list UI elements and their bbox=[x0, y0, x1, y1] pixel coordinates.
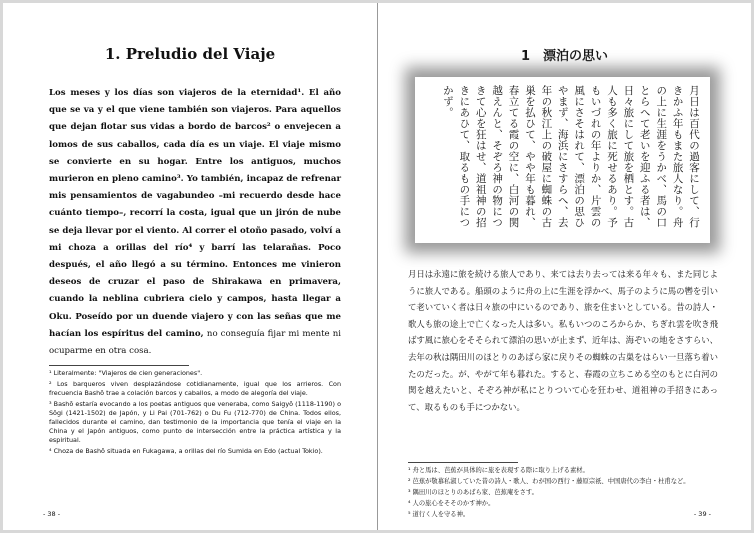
footnote-rule bbox=[408, 462, 518, 463]
vertical-original-text: 月日は百代の過客にして、行きかふ年もまた旅人なり。舟の上に生涯をうかべ、馬の口とらへて老いを迎ふる者は、日々旅にして旅を栖とす。古人も多く旅に死せるあり。予もいづれの年よりか、片雲の風にさそはれて、漂泊の思ひやまず、海浜にさすらへ、去年の秋江上の破屋に蜘蛛の古巣を払ひて、やや年も暮れ、春立てる霞の空に、白河の関越えんと、そぞろ神の物につきて心を狂はせ、道祖神の招きにあひて、取るもの手につかず。 bbox=[441, 85, 700, 228]
footnote: ⁵ 道行く人を守る神。 bbox=[408, 511, 470, 518]
footnote: ² 芭蕉が敬慕私淑していた昔の詩人・歌人、わが国の西行・藤原宗祇、中国唐代の李白・杜甫など。 bbox=[408, 478, 690, 485]
left-page bbox=[3, 3, 378, 530]
body-last-line: no conseguía fijar mi mente ni ocuparme en otra cosa. bbox=[49, 328, 341, 357]
footnotes-spanish bbox=[49, 369, 341, 458]
body-text-spanish bbox=[49, 85, 341, 360]
footnote: ² Los barqueros viven desplazándose cotidianamente, igual que los arrieros. Con frecuencia Bashō trae a colación barcos y caballos, a modo de alegoría del viaje. bbox=[49, 380, 341, 397]
footnote: ¹ 舟と馬は、芭蕉が具体的に旅を表現する際に取り上げる素材。 bbox=[408, 467, 589, 474]
footnote: ⁴ Choza de Bashō situada en Fukagawa, a orillas del río Sumida en Edo (actual Tokio). bbox=[49, 447, 323, 455]
right-page bbox=[378, 3, 751, 530]
body-text-japanese: 月日は永遠に旅を続ける旅人であり、来ては去り去っては来る年々も、また同じように旅人である。船頭のように舟の上に生涯を浮かべ、馬子のように馬の轡を引いて老いていく者は日々旅の中にいるのであり、旅を住まいとしている。昔の詩人・歌人も旅の途上で亡くなった人は多い。私もいつのころからか、ちぎれ雲を吹き飛ばす風に旅心をそそられて漂泊の思いが止まず、近年は、海ぞいの地をさすらい、去年の秋は隅田川のほとりのあばら家に戻りその蜘蛛の古巣をはらい一旦落ち着いたのだった。が、やがて年も暮れた。すると、春霞の立ちこめる空のもとに白河の関を越えたいと、そぞろ神が私にとりついて心を狂わせ、道祖神の手招きにあって、取るものも手につかない。 bbox=[408, 269, 718, 412]
chapter-title-spanish: 1. Preludio del Viaje bbox=[104, 45, 276, 63]
footnote: ⁴ 人の旅心をそそのかす神か。 bbox=[408, 500, 495, 507]
footnote-rule bbox=[49, 365, 189, 366]
footnote: ³ 隅田川のほとりのあばら家、芭蕉庵をさす。 bbox=[408, 489, 538, 496]
page-number-left: - 38 - bbox=[43, 510, 61, 518]
vertical-text-box bbox=[415, 77, 710, 243]
page-number-right: - 39 - bbox=[693, 510, 711, 518]
body-paragraph: Los meses y los días son viajeros de la eternidad¹. El año que se va y el que viene también son viajeros. Para aquellos que dejan flotar sus vidas a bordo de barcos² o envejecen a lomos de sus caballos, cada día es un viaje. El viaje mismo se convierte en su hogar. Entre los antiguos, muchos murieron en pleno camino³. Yo también, incapaz de refrenar mis pensamientos de vagabundeo –mi recuerdo desde hace cuánto tiempo–, recorrí la costa, igual que un jirón de nube se deja llevar por el viento. Al correr el otoño pasado, volví a mi choza a orillas del río⁴ y barrí las telarañas. Poco después, el año llegó a su término. Entonces me vinieron deseos de cruzar el paso de Shirakawa en primavera, cuando la neblina cubriera cielo y campos, hasta llegar a Oku. Poseído por un duende viajero y con las señas que me hacían los espíritus del camino, bbox=[49, 88, 341, 339]
chapter-title-japanese: 1 漂泊の思い bbox=[520, 49, 609, 64]
footnotes-japanese bbox=[408, 465, 718, 520]
book-spread bbox=[3, 3, 751, 530]
footnote: ¹ Literalmente: "Viajeros de cien generaciones". bbox=[49, 369, 203, 377]
footnote: ³ Bashō estaría evocando a los poetas antiguos que veneraba, como Saigyō (1118-1190) o Sōgi (1421-1502) de Japón, y Li Pai (701-762) o Du Fu (712-770) de China. Todos ellos, fallecidos durante el camino, dan testimonio de la importancia que tenía el viaje en la China y el Japón antiguos, como punto de intersección entre la práctica artística y la espiritual. bbox=[49, 400, 341, 444]
